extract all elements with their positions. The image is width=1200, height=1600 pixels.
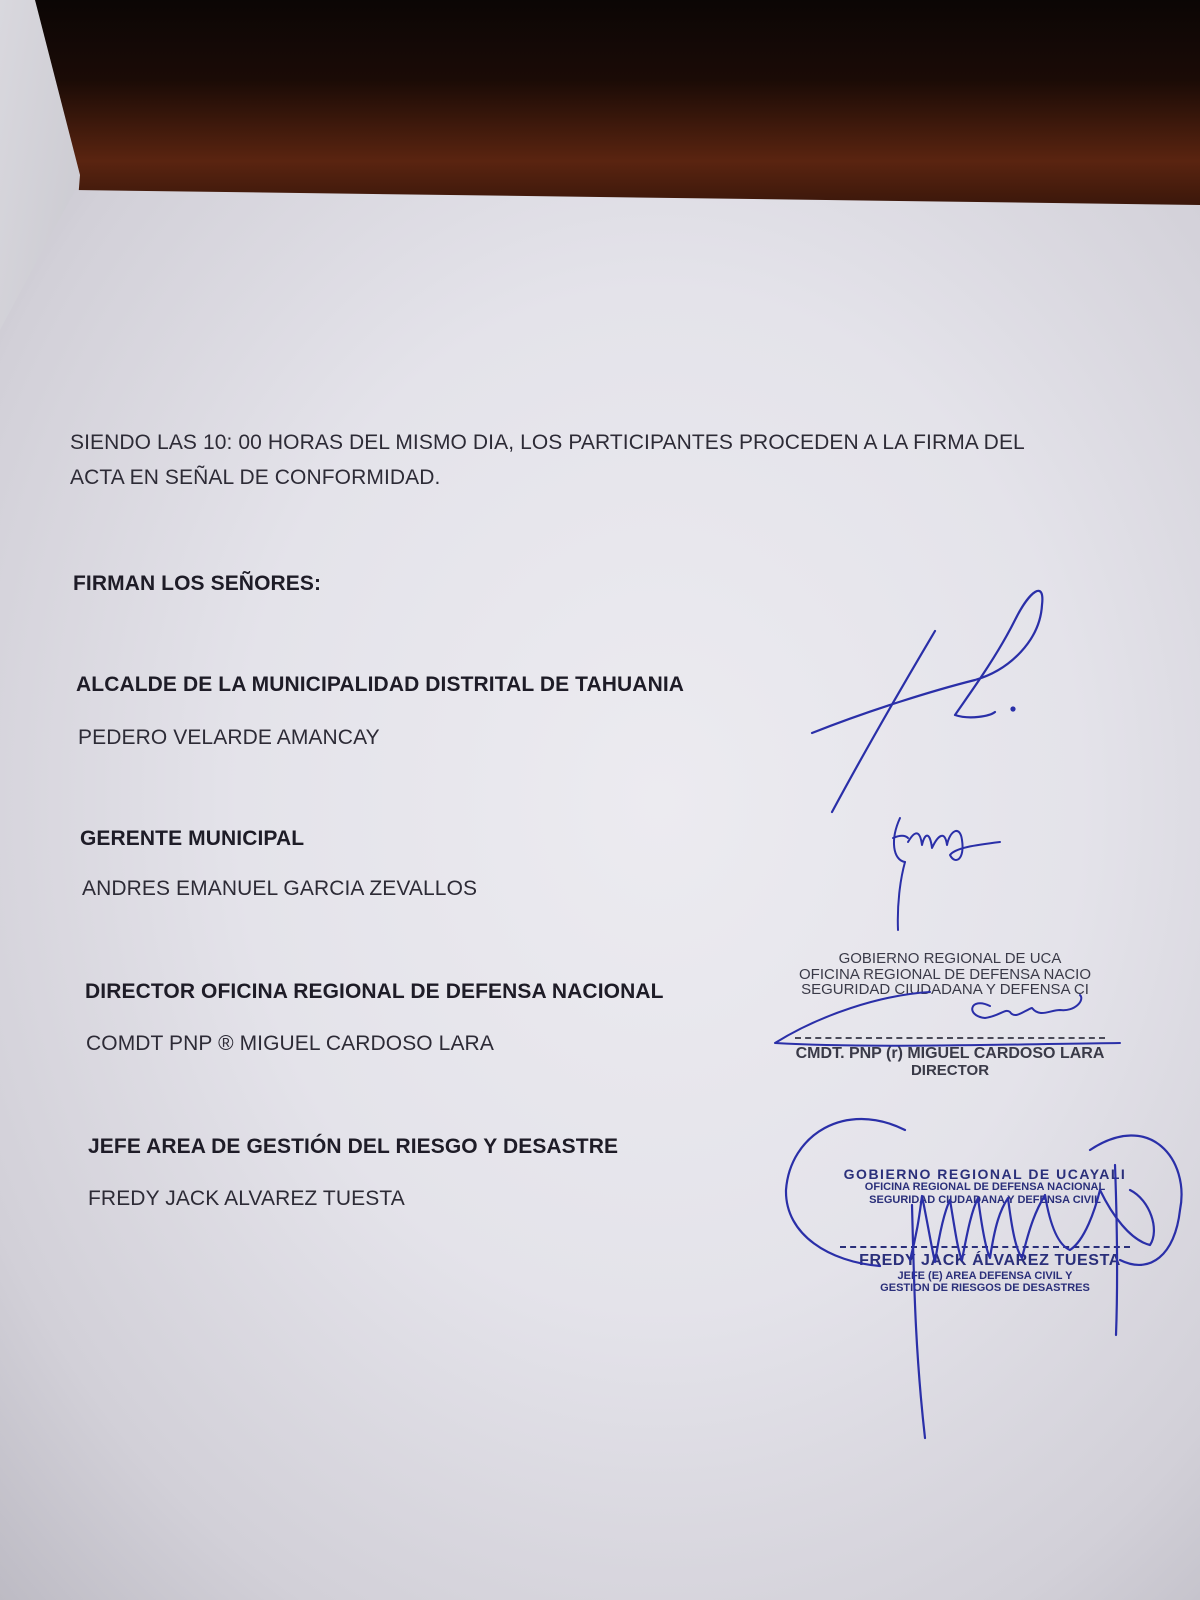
signatory-name-manager: ANDRES EMANUEL GARCIA ZEVALLOS	[82, 877, 478, 900]
chief-stamp-line-1: GOBIERNO REGIONAL DE UCAYALI	[843, 1166, 1127, 1182]
signatory-name-chief: FREDY JACK ALVAREZ TUESTA	[88, 1187, 405, 1210]
paragraph-line-2: ACTA EN SEÑAL DE CONFORMIDAD.	[70, 466, 441, 489]
signatory-role-chief: JEFE AREA DE GESTIÓN DEL RIESGO Y DESASTRE	[88, 1135, 619, 1158]
signers-heading: FIRMAN LOS SEÑORES:	[73, 572, 322, 595]
signatory-name-director: COMDT PNP ® MIGUEL CARDOSO LARA	[86, 1032, 494, 1055]
director-stamp-line-2: OFICINA REGIONAL DE DEFENSA NACIO	[798, 966, 1091, 983]
signatory-name-mayor: PEDERO VELARDE AMANCAY	[78, 726, 380, 749]
chief-stamp-line-2: OFICINA REGIONAL DE DEFENSA NACIONAL	[864, 1181, 1106, 1193]
director-stamp-divider	[795, 1037, 1105, 1039]
chief-stamp-line-3: SEGURIDAD CIUDADANA Y DEFENSA CIVIL	[869, 1194, 1101, 1206]
signatory-role-director: DIRECTOR OFICINA REGIONAL DE DEFENSA NACIONAL	[85, 980, 664, 1003]
director-stamp-line-1: GOBIERNO REGIONAL DE UCA	[838, 950, 1062, 967]
chief-stamp-divider	[840, 1246, 1130, 1248]
chief-stamp-title-1: JEFE (E) AREA DEFENSA CIVIL Y	[897, 1270, 1073, 1282]
chief-stamp-title-2: GESTION DE RIESGOS DE DESASTRES	[880, 1282, 1090, 1294]
signatory-role-manager: GERENTE MUNICIPAL	[80, 827, 305, 850]
chief-stamp-name: FREDY JACK ÁLVAREZ TUESTA	[859, 1252, 1121, 1269]
director-stamp-title: DIRECTOR	[910, 1062, 990, 1079]
director-stamp-line-3: SEGURIDAD CIUDADANA Y DEFENSA CI	[801, 981, 1089, 998]
paragraph-line-1: SIENDO LAS 10: 00 HORAS DEL MISMO DIA, LOS PARTICIPANTES PROCEDEN A LA FIRMA DEL	[70, 431, 1025, 454]
director-stamp-name: CMDT. PNP (r) MIGUEL CARDOSO LARA	[795, 1045, 1105, 1062]
signatory-role-mayor: ALCALDE DE LA MUNICIPALIDAD DISTRITAL DE TAHUANIA	[76, 673, 685, 696]
